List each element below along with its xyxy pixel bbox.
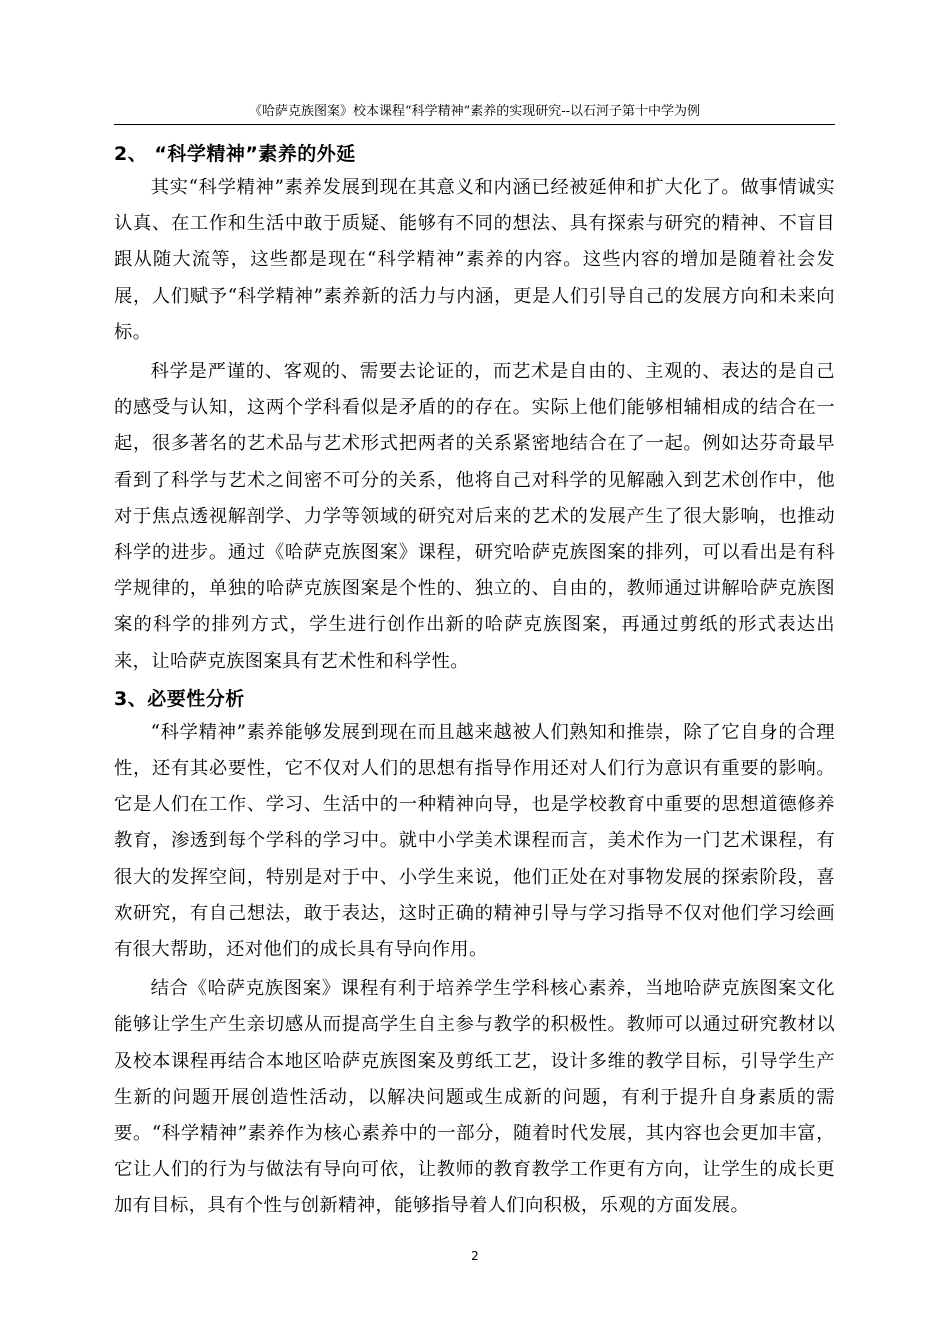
- page-number: 2: [471, 1249, 479, 1263]
- document-body: [114, 138, 835, 1225]
- body-paragraph: 科学是严谨的、客观的、需要去论证的，而艺术是自由的、主观的、表达的是自己的感受与认知，这两个学科看似是矛盾的的存在。实际上他们能够相辅相成的结合在一起，很多著名的艺术品与艺术形式把两者的关系紧密地结合在了一起。例如达芬奇最早看到了科学与艺术之间密不可分的关系，他将自己对科学的见解融入到艺术创作中，他对于焦点透视解剖学、力学等领域的研究对后来的艺术的发展产生了很大影响，也推动科学的进步。通过《哈萨克族图案》课程，研究哈萨克族图案的排列，可以看出是有科学规律的，单独的哈萨克族图案是个性的、独立的、自由的，教师通过讲解哈萨克族图案的科学的排列方式，学生进行创作出新的哈萨克族图案，再通过剪纸的形式表达出来，让哈萨克族图案具有艺术性和科学性。: [114, 361, 835, 672]
- body-paragraph: 其实“科学精神”素养发展到现在其意义和内涵已经被延伸和扩大化了。做事情诚实认真、在工作和生活中敢于质疑、能够有不同的想法、具有探索与研究的精神、不盲目跟从随大流等，这些都是现在“科学精神”素养的内容。这些内容的增加是随着社会发展，人们赋予“科学精神”素养新的活力与内涵，更是人们引导自己的发展方向和未来向标。: [114, 177, 835, 343]
- section-heading-2: 2、 “科学精神”素养的外延: [114, 143, 356, 165]
- body-paragraph: 结合《哈萨克族图案》课程有利于培养学生学科核心素养，当地哈萨克族图案文化能够让学生产生亲切感从而提高学生自主参与教学的积极性。教师可以通过研究教材以及校本课程再结合本地区哈萨克族图案及剪纸工艺，设计多维的教学目标，引导学生产生新的问题开展创造性活动，以解决问题或生成新的问题，有利于提升自身素质的需要。“科学精神”素养作为核心素养中的一部分，随着时代发展，其内容也会更加丰富，它让人们的行为与做法有导向可依，让教师的教育教学工作更有方向，让学生的成长更加有目标，具有个性与创新精神，能够指导着人们向积极，乐观的方面发展。: [114, 978, 835, 1217]
- body-paragraph: “科学精神”素养能够发展到现在而且越来越被人们熟知和推崇，除了它自身的合理性，还有其必要性，它不仅对人们的思想有指导作用还对人们行为意识有重要的影响。它是人们在工作、学习、生活中的一种精神向导，也是学校教育中重要的思想道德修养教育，渗透到每个学科的学习中。就中小学美术课程而言，美术作为一门艺术课程，有很大的发挥空间，特别是对于中、小学生来说，他们正处在对事物发展的探索阶段，喜欢研究，有自己想法，敢于表达，这时正确的精神引导与学习指导不仅对他们学习绘画有很大帮助，还对他们的成长具有导向作用。: [114, 721, 835, 961]
- section-heading-3: 3、必要性分析: [114, 687, 245, 710]
- running-header: 《哈萨克族图案》校本课程“科学精神”素养的实现研究--以石河子第十中学为例: [114, 103, 835, 125]
